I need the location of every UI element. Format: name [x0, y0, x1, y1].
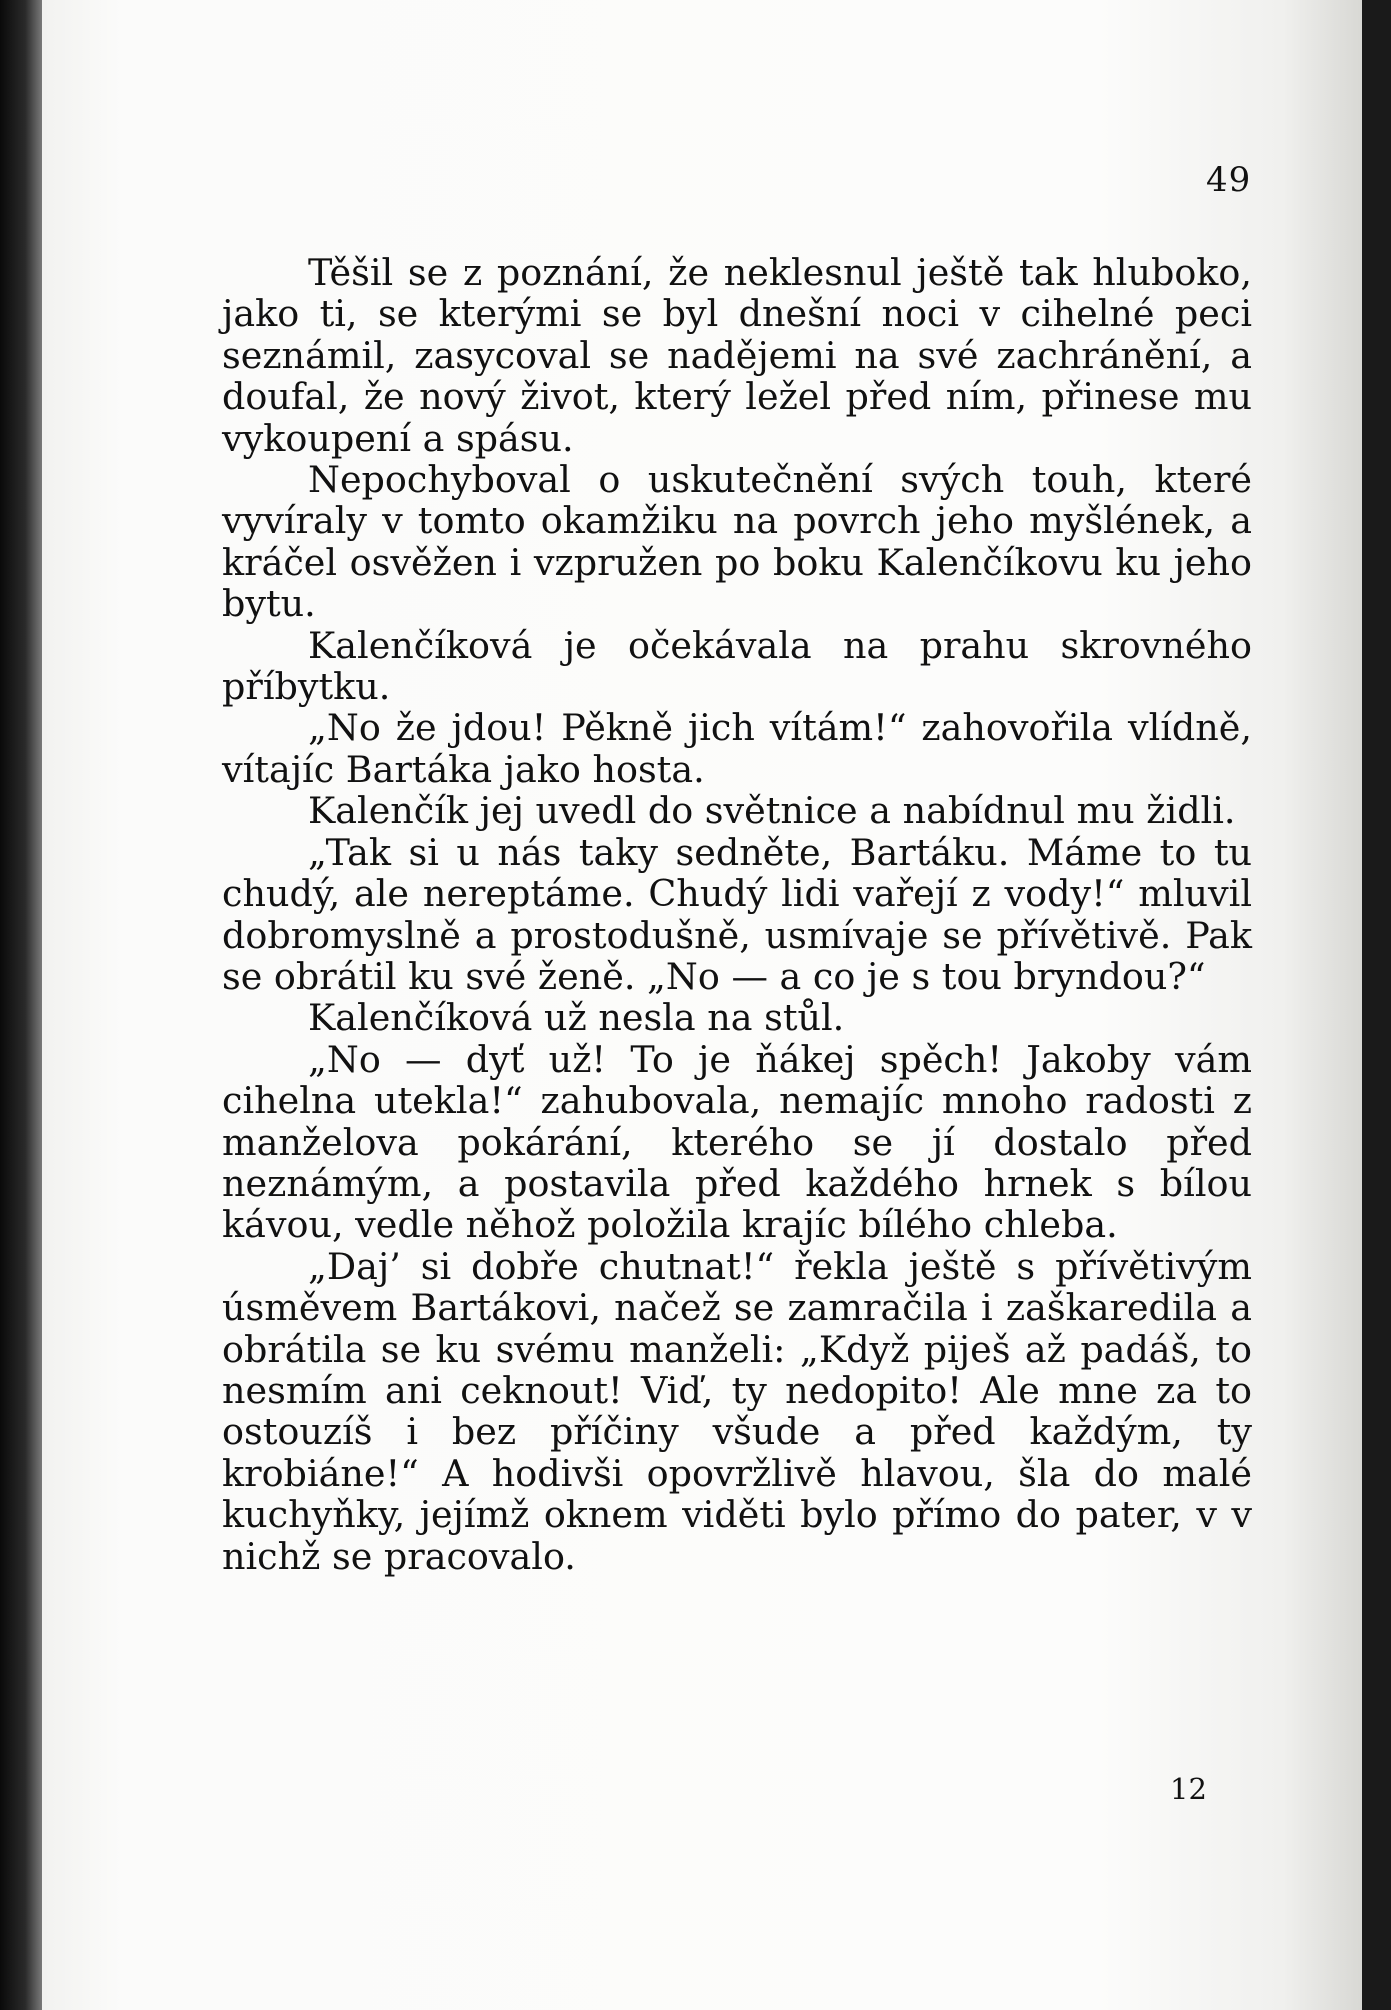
book-page — [42, 0, 1362, 2010]
book-spine-shadow — [0, 0, 42, 2010]
paragraph: „No že jdou! Pěkně jich vítám!“ zahovořila vlídně, vítajíc Bartáka jako hosta. — [222, 706, 1252, 791]
printer-signature-mark: 12 — [1170, 1772, 1207, 1806]
paragraph: Kalenčíková je očekávala na prahu skrovného příbytku. — [222, 623, 1252, 709]
paragraph: „Tak si u nás taky sedněte, Bartáku. Máme to tu chudý, ale nereptáme. Chudý lidi vařejí z vody!“ mluvil dobromyslně a prostodušně, usmívaje se přívětivě. Pak se obrátil ku své ženě. „No — a co je s tou bryndou?“ — [222, 830, 1252, 998]
paragraph: Těšil se z poznání, že neklesnul ještě tak hluboko, jako ti, se kterými se byl dnešní noci v cihelné peci seznámil, zasycoval se nadějemi na své zachránění, a doufal, že nový život, který ležel před ním, přinese mu vykoupení a spásu. — [222, 251, 1252, 460]
paragraph: Nepochyboval o uskutečnění svých touh, které vyvíraly v tomto okamžiku na povrch jeho myšlének, a kráčel osvěžen i vzpružen po boku Kalenčíkovu ku jeho bytu. — [222, 458, 1252, 626]
paragraph: „No — dyť už! To je ňákej spěch! Jakoby vám cihelna utekla!“ zahubovala, nemajíc mnoho radosti z manželova pokárání, kterého se jí dostalo před neznámým, a postavila před každého hrnek s bílou kávou, vedle něhož položila krajíc bílého chleba. — [222, 1037, 1252, 1247]
body-text — [222, 252, 1252, 1577]
paragraph: Kalenčík jej uvedl do světnice a nabídnul mu židli. — [308, 789, 1236, 833]
paragraph: Kalenčíková už nesla na stůl. — [308, 996, 845, 1040]
paragraph: „Daj’ si dobře chutnat!“ řekla ještě s přívětivým úsměvem Bartákovi, načež se zamračila i zaškaredila a obrátila se ku svému manželi: „Když piješ až padáš, to nesmím ani ceknout! Viď, ty nedopito! Ale mne za to ostouzíš i bez příčiny všude a před každým, ty krobiáne!“ A hodivši opovržlivě hlavou, šla do malé kuchyňky, jejímž oknem viděti bylo přímo do pater, v v nichž se pracovalo. — [222, 1244, 1252, 1578]
page-number: 49 — [1206, 160, 1252, 200]
